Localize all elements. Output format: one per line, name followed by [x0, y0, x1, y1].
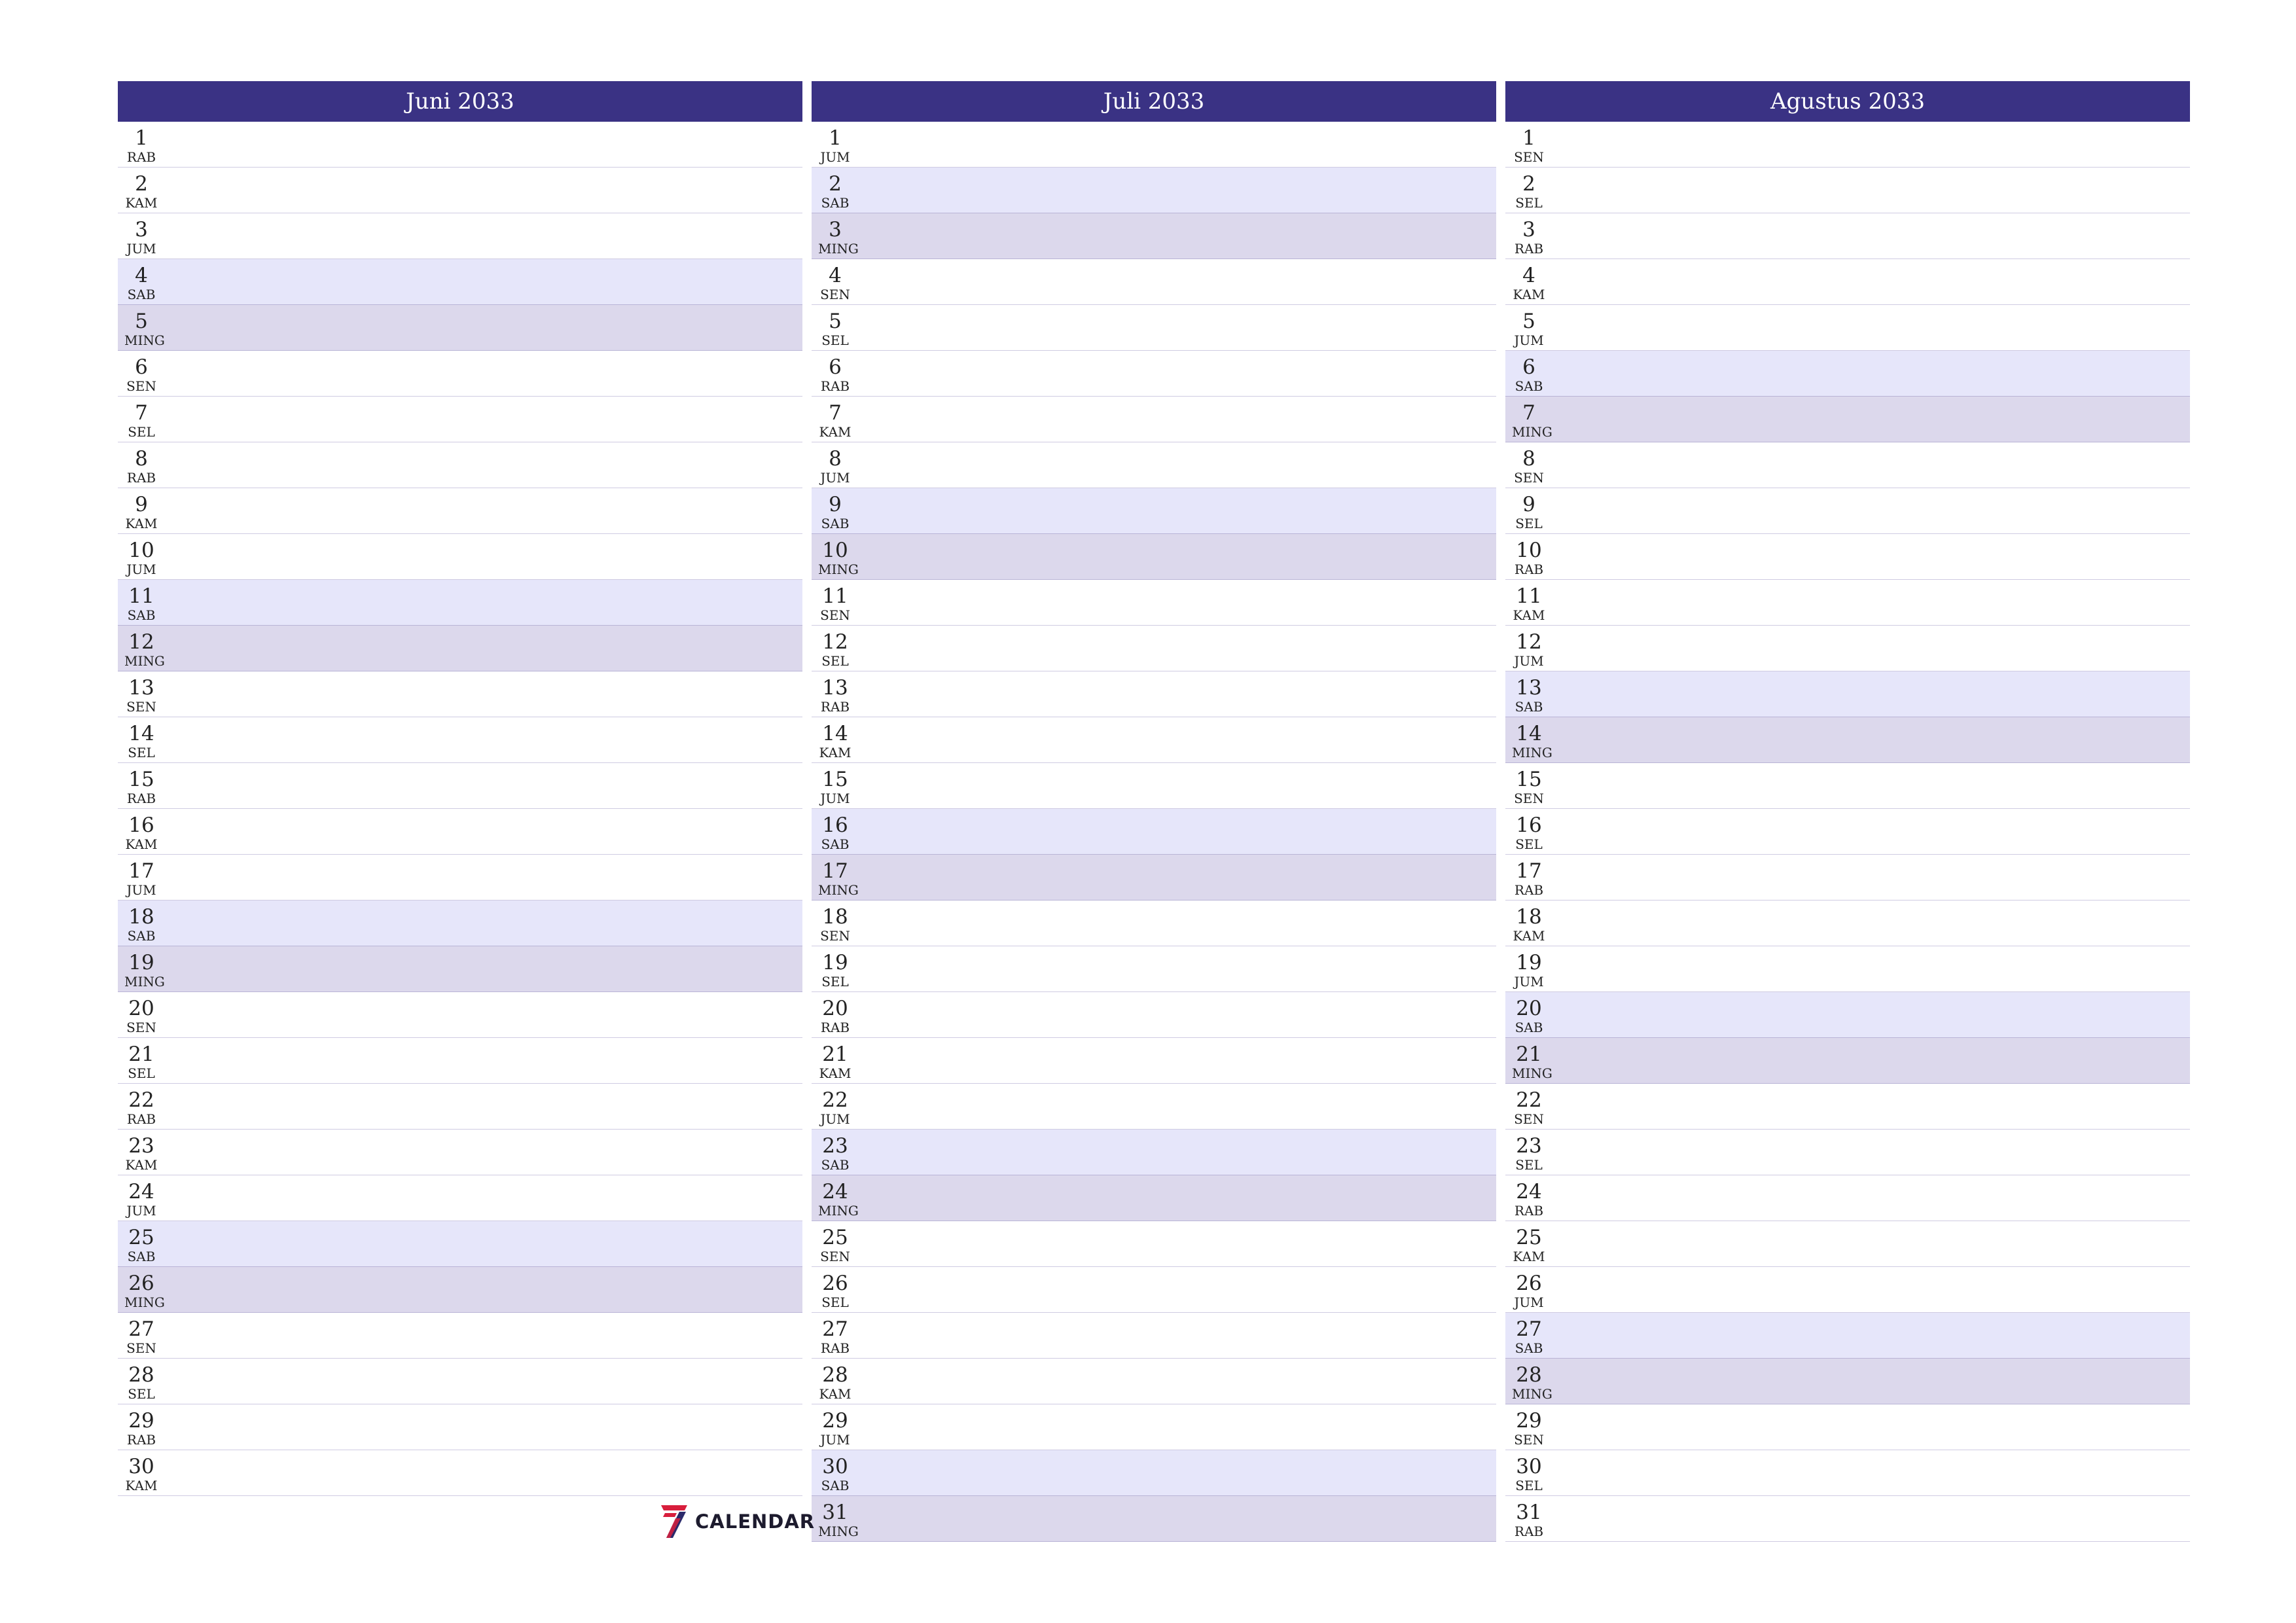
day-number: 28	[822, 1363, 848, 1387]
day-number: 5	[135, 310, 148, 333]
day-row	[812, 168, 1496, 213]
weekday-abbr: SAB	[821, 1157, 850, 1173]
weekday-abbr: SEN	[126, 1020, 156, 1035]
day-number: 13	[128, 676, 154, 700]
weekday-abbr: JUM	[126, 1203, 156, 1219]
day-number: 17	[128, 859, 154, 883]
weekday-abbr: KAM	[1513, 928, 1545, 944]
weekday-abbr: MING	[1512, 424, 1552, 440]
day-number: 20	[128, 997, 154, 1020]
weekday-abbr: SEL	[1515, 1478, 1543, 1493]
day-number: 20	[1516, 997, 1542, 1020]
day-number: 6	[135, 355, 148, 379]
weekday-abbr: SEN	[1514, 791, 1544, 806]
day-number: 21	[128, 1043, 154, 1066]
day-number: 3	[135, 218, 148, 241]
day-row	[118, 992, 802, 1038]
day-number: 21	[822, 1043, 848, 1066]
weekday-abbr: SAB	[821, 1478, 850, 1493]
day-row	[118, 351, 802, 397]
month-header: Agustus 2033	[1505, 81, 2190, 122]
weekday-abbr: KAM	[125, 836, 158, 852]
day-number: 14	[1516, 722, 1542, 745]
weekday-abbr: SEN	[1514, 1432, 1544, 1448]
day-row	[812, 855, 1496, 901]
day-number: 23	[128, 1134, 154, 1158]
weekday-abbr: SAB	[1515, 699, 1543, 715]
day-row	[1505, 488, 2190, 534]
day-row	[1505, 122, 2190, 168]
day-number: 9	[135, 493, 148, 516]
day-number: 24	[822, 1180, 848, 1204]
day-row	[1505, 1267, 2190, 1313]
weekday-abbr: KAM	[819, 1386, 852, 1402]
weekday-abbr: SEN	[126, 378, 156, 394]
day-row	[812, 946, 1496, 992]
weekday-abbr: MING	[124, 1294, 165, 1310]
weekday-abbr: SAB	[821, 516, 850, 531]
day-number: 6	[829, 355, 842, 379]
day-row	[118, 442, 802, 488]
weekday-abbr: SEL	[128, 1065, 155, 1081]
day-number: 30	[128, 1455, 154, 1478]
weekday-abbr: SEN	[1514, 1111, 1544, 1127]
day-row	[1505, 580, 2190, 626]
day-row	[812, 1313, 1496, 1359]
weekday-abbr: JUM	[126, 562, 156, 577]
weekday-abbr: SEL	[1515, 836, 1543, 852]
day-number: 11	[128, 584, 154, 608]
weekday-abbr: SEL	[1515, 195, 1543, 211]
day-row	[118, 259, 802, 305]
day-number: 29	[822, 1409, 848, 1433]
day-row	[812, 305, 1496, 351]
day-number: 29	[1516, 1409, 1542, 1433]
month-column-june	[118, 81, 802, 1496]
day-number: 2	[829, 172, 842, 196]
day-number: 25	[822, 1226, 848, 1249]
day-number: 29	[128, 1409, 154, 1433]
weekday-abbr: RAB	[126, 470, 156, 486]
weekday-abbr: MING	[124, 974, 165, 990]
weekday-abbr: SEL	[128, 1386, 155, 1402]
day-row	[812, 488, 1496, 534]
weekday-abbr: SEL	[128, 745, 155, 760]
day-number: 17	[1516, 859, 1542, 883]
day-number: 13	[822, 676, 848, 700]
weekday-abbr: MING	[124, 332, 165, 348]
day-number: 7	[829, 401, 842, 425]
weekday-abbr: KAM	[125, 516, 158, 531]
day-row	[1505, 442, 2190, 488]
day-row	[1505, 717, 2190, 763]
day-number: 26	[128, 1272, 154, 1295]
day-row	[812, 442, 1496, 488]
weekday-abbr: SAB	[127, 928, 156, 944]
day-number: 24	[1516, 1180, 1542, 1204]
weekday-abbr: RAB	[1514, 562, 1544, 577]
day-number: 25	[1516, 1226, 1542, 1249]
day-number: 4	[829, 264, 842, 287]
day-number: 30	[822, 1455, 848, 1478]
day-row	[118, 671, 802, 717]
day-number: 10	[1516, 539, 1542, 562]
weekday-abbr: MING	[818, 882, 859, 898]
day-row	[118, 580, 802, 626]
weekday-abbr: JUM	[1514, 332, 1544, 348]
day-row	[1505, 1450, 2190, 1496]
day-number: 26	[1516, 1272, 1542, 1295]
weekday-abbr: KAM	[1513, 287, 1545, 302]
weekday-abbr: SEN	[820, 287, 850, 302]
day-row	[118, 946, 802, 992]
day-number: 5	[829, 310, 842, 333]
weekday-abbr: MING	[818, 241, 859, 257]
weekday-abbr: SEN	[820, 607, 850, 623]
weekday-abbr: RAB	[820, 699, 850, 715]
day-row	[118, 168, 802, 213]
weekday-abbr: JUM	[126, 882, 156, 898]
day-row	[118, 305, 802, 351]
weekday-abbr: SEN	[126, 699, 156, 715]
day-row	[1505, 168, 2190, 213]
day-number: 28	[1516, 1363, 1542, 1387]
day-number: 19	[128, 951, 154, 974]
day-row	[118, 488, 802, 534]
day-number: 18	[822, 905, 848, 929]
weekday-abbr: SAB	[821, 836, 850, 852]
weekday-abbr: RAB	[1514, 1203, 1544, 1219]
weekday-abbr: KAM	[819, 1065, 852, 1081]
weekday-abbr: MING	[124, 653, 165, 669]
weekday-abbr: RAB	[820, 378, 850, 394]
day-number: 31	[1516, 1501, 1542, 1524]
weekday-abbr: KAM	[819, 745, 852, 760]
day-number: 12	[128, 630, 154, 654]
weekday-abbr: JUM	[1514, 653, 1544, 669]
day-row	[1505, 1130, 2190, 1175]
day-row	[812, 717, 1496, 763]
day-number: 11	[822, 584, 848, 608]
weekday-abbr: SEN	[1514, 470, 1544, 486]
weekday-abbr: SEL	[821, 332, 849, 348]
weekday-abbr: RAB	[820, 1020, 850, 1035]
weekday-abbr: RAB	[126, 149, 156, 165]
day-row	[812, 1175, 1496, 1221]
day-number: 16	[1516, 813, 1542, 837]
day-row	[1505, 1313, 2190, 1359]
day-row	[118, 1450, 802, 1496]
weekday-abbr: JUM	[1514, 974, 1544, 990]
day-number: 14	[128, 722, 154, 745]
weekday-abbr: SEL	[1515, 1157, 1543, 1173]
day-row	[1505, 351, 2190, 397]
day-number: 7	[135, 401, 148, 425]
day-number: 24	[128, 1180, 154, 1204]
weekday-abbr: SEL	[128, 424, 155, 440]
day-row	[1505, 763, 2190, 809]
day-row	[118, 901, 802, 946]
day-number: 16	[128, 813, 154, 837]
day-number: 6	[1522, 355, 1535, 379]
day-row	[1505, 305, 2190, 351]
day-row	[1505, 1359, 2190, 1404]
day-number: 5	[1522, 310, 1535, 333]
weekday-abbr: SEL	[821, 974, 849, 990]
day-row	[118, 397, 802, 442]
weekday-abbr: JUM	[1514, 1294, 1544, 1310]
weekday-abbr: KAM	[125, 1157, 158, 1173]
day-row	[118, 855, 802, 901]
day-number: 27	[1516, 1317, 1542, 1341]
day-number: 27	[822, 1317, 848, 1341]
day-number: 1	[135, 126, 148, 150]
day-number: 27	[128, 1317, 154, 1341]
day-number: 4	[135, 264, 148, 287]
day-row	[118, 1359, 802, 1404]
day-row	[118, 1084, 802, 1130]
day-number: 15	[1516, 768, 1542, 791]
day-row	[812, 213, 1496, 259]
logo-text: CALENDAR	[695, 1510, 816, 1533]
day-number: 17	[822, 859, 848, 883]
weekday-abbr: RAB	[1514, 241, 1544, 257]
day-row	[118, 1267, 802, 1313]
day-row	[1505, 259, 2190, 305]
day-list	[812, 122, 1496, 1542]
day-row	[812, 1496, 1496, 1542]
weekday-abbr: RAB	[1514, 1524, 1544, 1539]
weekday-abbr: KAM	[125, 1478, 158, 1493]
weekday-abbr: JUM	[820, 149, 850, 165]
day-row	[118, 1038, 802, 1084]
weekday-abbr: JUM	[126, 241, 156, 257]
day-number: 22	[822, 1088, 848, 1112]
day-number: 26	[822, 1272, 848, 1295]
month-header: Juli 2033	[812, 81, 1496, 122]
weekday-abbr: KAM	[1513, 607, 1545, 623]
weekday-abbr: JUM	[820, 1432, 850, 1448]
weekday-abbr: MING	[818, 562, 859, 577]
day-row	[118, 1175, 802, 1221]
day-row	[812, 1038, 1496, 1084]
day-row	[118, 763, 802, 809]
day-row	[812, 580, 1496, 626]
day-row	[812, 901, 1496, 946]
day-number: 19	[822, 951, 848, 974]
day-row	[812, 351, 1496, 397]
weekday-abbr: SAB	[821, 195, 850, 211]
day-row	[1505, 901, 2190, 946]
day-row	[1505, 992, 2190, 1038]
day-row	[1505, 1084, 2190, 1130]
day-number: 8	[135, 447, 148, 471]
day-number: 8	[1522, 447, 1535, 471]
day-row	[118, 1130, 802, 1175]
day-row	[1505, 397, 2190, 442]
day-row	[812, 626, 1496, 671]
day-list	[118, 122, 802, 1496]
day-number: 13	[1516, 676, 1542, 700]
day-number: 23	[1516, 1134, 1542, 1158]
day-number: 18	[128, 905, 154, 929]
month-column-july	[812, 81, 1496, 1542]
weekday-abbr: SAB	[1515, 1340, 1543, 1356]
weekday-abbr: SEN	[820, 928, 850, 944]
day-number: 18	[1516, 905, 1542, 929]
weekday-abbr: SEL	[1515, 516, 1543, 531]
day-row	[812, 259, 1496, 305]
day-row	[118, 122, 802, 168]
weekday-abbr: SEL	[821, 653, 849, 669]
day-number: 23	[822, 1134, 848, 1158]
weekday-abbr: RAB	[126, 791, 156, 806]
day-number: 28	[128, 1363, 154, 1387]
weekday-abbr: MING	[1512, 1386, 1552, 1402]
day-list	[1505, 122, 2190, 1542]
day-row	[1505, 1221, 2190, 1267]
day-number: 10	[128, 539, 154, 562]
weekday-abbr: JUM	[820, 470, 850, 486]
day-number: 22	[1516, 1088, 1542, 1112]
planner-calendar	[118, 81, 2190, 1547]
day-row	[1505, 809, 2190, 855]
weekday-abbr: KAM	[1513, 1249, 1545, 1264]
day-row	[812, 534, 1496, 580]
day-number: 11	[1516, 584, 1542, 608]
day-number: 10	[822, 539, 848, 562]
weekday-abbr: MING	[1512, 745, 1552, 760]
day-row	[812, 1404, 1496, 1450]
seven-logo-icon	[660, 1504, 689, 1539]
day-row	[1505, 1496, 2190, 1542]
day-number: 16	[822, 813, 848, 837]
day-row	[812, 1359, 1496, 1404]
day-row	[1505, 213, 2190, 259]
day-number: 14	[822, 722, 848, 745]
month-header: Juni 2033	[118, 81, 802, 122]
day-number: 8	[829, 447, 842, 471]
day-row	[1505, 1175, 2190, 1221]
day-row	[812, 671, 1496, 717]
weekday-abbr: SEN	[126, 1340, 156, 1356]
day-row	[812, 1084, 1496, 1130]
day-number: 15	[128, 768, 154, 791]
day-number: 22	[128, 1088, 154, 1112]
day-row	[118, 717, 802, 763]
day-number: 31	[822, 1501, 848, 1524]
weekday-abbr: SAB	[1515, 1020, 1543, 1035]
day-number: 15	[822, 768, 848, 791]
day-number: 7	[1522, 401, 1535, 425]
day-row	[118, 534, 802, 580]
weekday-abbr: RAB	[126, 1432, 156, 1448]
day-row	[812, 992, 1496, 1038]
day-row	[812, 1130, 1496, 1175]
day-number: 30	[1516, 1455, 1542, 1478]
day-number: 12	[1516, 630, 1542, 654]
day-row	[1505, 671, 2190, 717]
day-row	[118, 626, 802, 671]
day-number: 19	[1516, 951, 1542, 974]
weekday-abbr: KAM	[125, 195, 158, 211]
day-number: 2	[1522, 172, 1535, 196]
day-row	[1505, 626, 2190, 671]
weekday-abbr: SEN	[820, 1249, 850, 1264]
day-row	[812, 763, 1496, 809]
day-row	[1505, 855, 2190, 901]
weekday-abbr: SAB	[127, 607, 156, 623]
day-row	[1505, 1038, 2190, 1084]
day-row	[118, 1221, 802, 1267]
day-number: 25	[128, 1226, 154, 1249]
day-row	[1505, 534, 2190, 580]
day-number: 3	[1522, 218, 1535, 241]
weekday-abbr: RAB	[1514, 882, 1544, 898]
day-row	[812, 397, 1496, 442]
brand-logo	[660, 1504, 815, 1539]
weekday-abbr: SAB	[1515, 378, 1543, 394]
day-number: 21	[1516, 1043, 1542, 1066]
weekday-abbr: MING	[1512, 1065, 1552, 1081]
weekday-abbr: JUM	[820, 791, 850, 806]
weekday-abbr: SAB	[127, 287, 156, 302]
weekday-abbr: SEL	[821, 1294, 849, 1310]
day-number: 12	[822, 630, 848, 654]
day-number: 9	[829, 493, 842, 516]
day-row	[118, 213, 802, 259]
weekday-abbr: MING	[818, 1203, 859, 1219]
weekday-abbr: RAB	[820, 1340, 850, 1356]
weekday-abbr: JUM	[820, 1111, 850, 1127]
weekday-abbr: MING	[818, 1524, 859, 1539]
day-row	[118, 1313, 802, 1359]
day-number: 1	[1522, 126, 1535, 150]
day-number: 3	[829, 218, 842, 241]
day-row	[812, 809, 1496, 855]
day-row	[812, 1221, 1496, 1267]
day-row	[118, 1404, 802, 1450]
day-number: 9	[1522, 493, 1535, 516]
day-number: 2	[135, 172, 148, 196]
day-row	[812, 1267, 1496, 1313]
month-column-august	[1505, 81, 2190, 1542]
weekday-abbr: SAB	[127, 1249, 156, 1264]
weekday-abbr: SEN	[1514, 149, 1544, 165]
day-row	[812, 1450, 1496, 1496]
day-row	[1505, 946, 2190, 992]
day-row	[1505, 1404, 2190, 1450]
weekday-abbr: RAB	[126, 1111, 156, 1127]
day-number: 4	[1522, 264, 1535, 287]
day-row	[812, 122, 1496, 168]
day-number: 20	[822, 997, 848, 1020]
day-row	[118, 809, 802, 855]
day-number: 1	[829, 126, 842, 150]
weekday-abbr: KAM	[819, 424, 852, 440]
